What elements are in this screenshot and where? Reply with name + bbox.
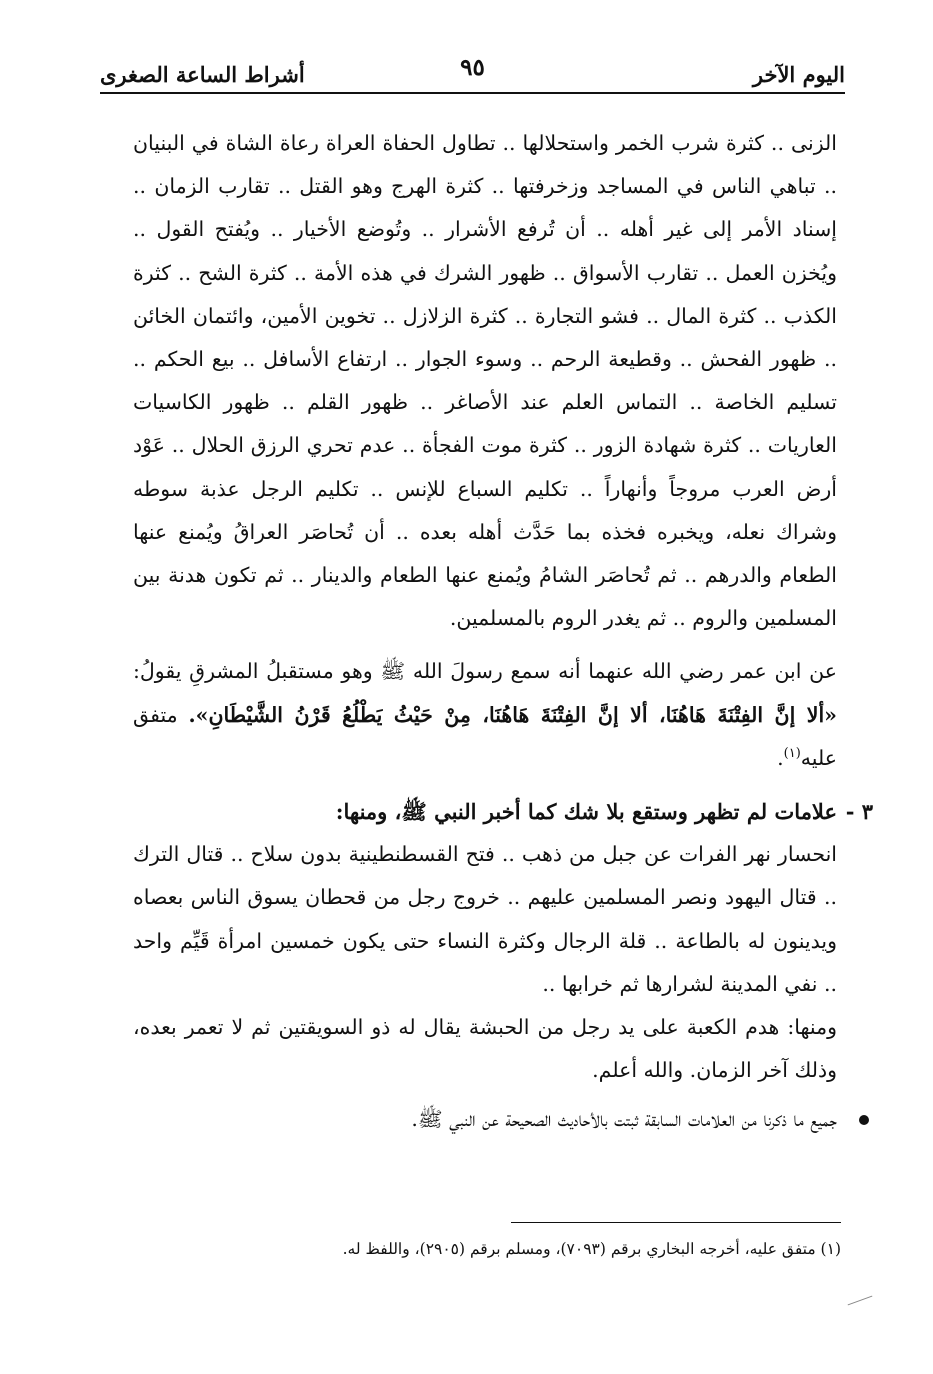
bullet-note-text: جميع ما ذكرنا من العلامات السابقة ثبتت بالأحاديث الصحيحة عن النبي ﷺ. <box>411 1107 837 1132</box>
hadith-text: «ألا إنَّ الفِتْنَةَ هَاهُنَا، ألا إنَّ الفِتْنَةَ هَاهُنَا، مِنْ حَيْثُ يَطْلُعُ قَرْنُ الشَّيْطَانِ». <box>188 702 837 727</box>
header-divider <box>100 92 845 94</box>
section-title: أشراط الساعة الصغرى <box>100 62 305 87</box>
chapter-title: اليوم الآخر <box>752 62 845 87</box>
footnote-marker: (١) <box>783 746 801 762</box>
footnote: (١) متفق عليه، أخرجه البخاري برقم (٧٠٩٣)، ومسلم برقم (٢٩٠٥)، واللفظ له. <box>342 1240 841 1258</box>
section-heading-text: علامات لم تظهر وستقع بلا شك كما أخبر النبي ﷺ، ومنها: <box>335 799 837 825</box>
scan-mark <box>848 1296 873 1306</box>
footnote-divider <box>511 1222 841 1223</box>
hadith-paragraph <box>133 650 837 780</box>
section-heading <box>133 790 873 833</box>
hadith-source: متفق عليه <box>133 702 837 770</box>
main-text <box>133 122 873 1142</box>
section-number: ٣ - <box>845 799 873 825</box>
page-header <box>100 52 845 92</box>
bullet-note <box>133 1098 837 1141</box>
bullet-dot-icon <box>859 1115 869 1125</box>
signs-list-paragraph: الزنى .. كثرة شرب الخمر واستحلالها .. تطاول الحفاة العراة رعاة الشاة في البنيان .. تباهي الناس في المساجد وزخرفتها .. كثرة الهرج وهو القتل .. تقارب الزمان .. إسناد الأمر إلى غير أهله .. أن تُرفع الأشرار .. وتُوضع الأخيار .. ويُفتح القول .. ويُخزن العمل .. تقارب الأسواق .. ظهور الشرك في هذه الأمة .. كثرة الشح .. كثرة الكذب .. كثرة المال .. فشو التجارة .. كثرة الزلازل .. تخوين الأمين، وائتمان الخائن .. ظهور الفحش .. وقطيعة الرحم .. وسوء الجوار .. ارتفاع الأسافل .. بيع الحكم .. تسليم الخاصة .. التماس العلم عند الأصاغر .. ظهور القلم .. ظهور الكاسيات العاريات .. كثرة شهادة الزور .. كثرة موت الفجأة .. عدم تحري الرزق الحلال .. عَوْد أرض العرب مروجاً وأنهاراً .. تكليم السباع للإنس .. تكليم الرجل عذبة سوطه وشراك نعله، ويخبره فخذه بما حَدَّث أهله بعده .. أن تُحاصَر العراقُ ويُمنع عنها الطعام والدرهم .. ثم تُحاصَر الشامُ ويُمنع عنها الطعام والدينار .. ثم تكون هدنة بين المسلمين والروم .. ثم يغدر الروم بالمسلمين. <box>133 131 837 631</box>
future-signs-paragraph: انحسار نهر الفرات عن جبل من ذهب .. فتح القسطنطينية بدون سلاح .. قتال الترك .. قتال اليهود ونصر المسلمين عليهم .. خروج رجل من قحطان يسوق الناس بعصاه ويدينون له بالطاعة .. قلة الرجال وكثرة النساء حتى يكون خمسين امرأة قَيِّم واحد .. نفي المدينة لشرارها ثم خرابها .. <box>133 842 837 996</box>
hadith-intro: عن ابن عمر رضي الله عنهما أنه سمع رسولَ الله ﷺ وهو مستقبلُ المشرقِ يقولُ: <box>133 659 837 684</box>
kaaba-paragraph: ومنها: هدم الكعبة على يد رجل من الحبشة يقال له ذو السويقتين ثم لا تعمر بعده، وذلك آخر الزمان. والله أعلم. <box>133 1015 837 1083</box>
page-number: ٩٥ <box>460 54 485 81</box>
hadith-end: . <box>777 745 784 770</box>
